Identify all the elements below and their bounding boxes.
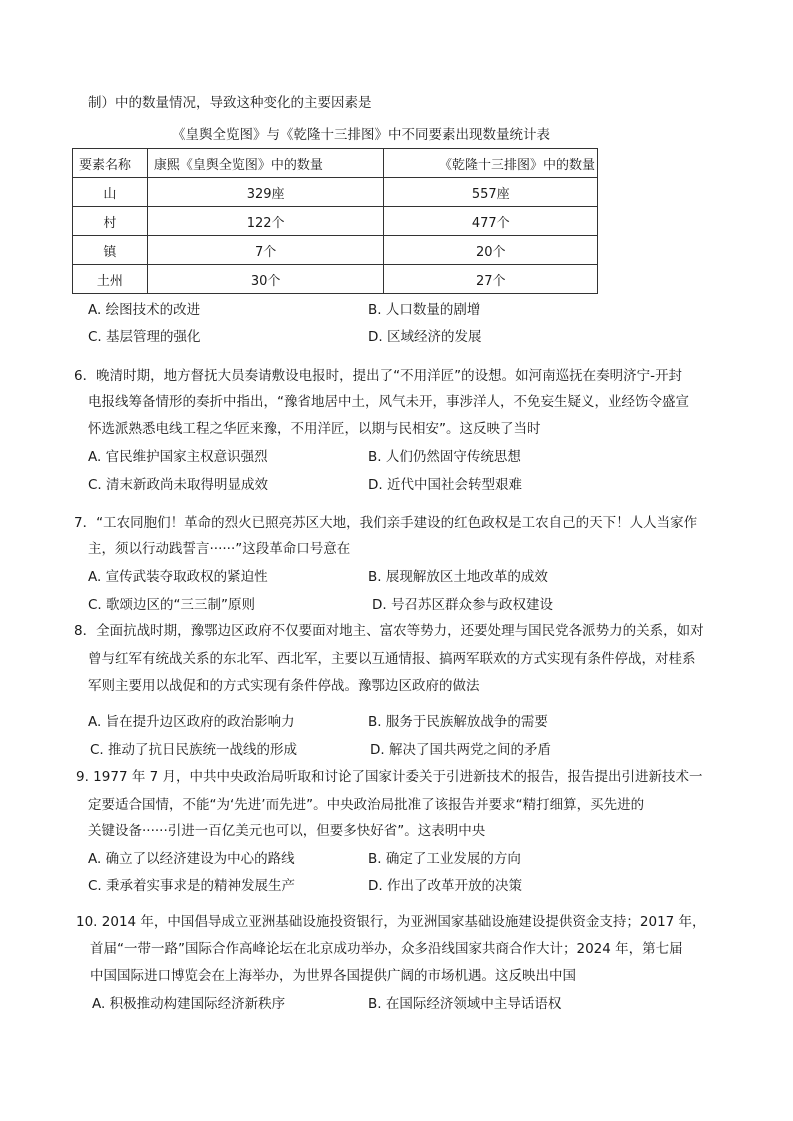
q7-option-d: D. 号召苏区群众参与政权建设 — [372, 597, 553, 613]
q10-option-a: A. 积极推动构建国际经济新秩序 — [92, 996, 286, 1012]
q9-option-a: A. 确立了以经济建设为中心的路线 — [88, 851, 295, 867]
table-caption: 《皇舆全览图》与《乾隆十三排图》中不同要素出现数量统计表 — [172, 127, 550, 143]
q10-stem-line-1: 10. 2014 年，中国倡导成立亚洲基础设施投资银行，为亚洲国家基础设施建设提供资金支持；2017 年， — [76, 914, 706, 930]
q8-stem-line-3: 军则主要用以战促和的方式实现有条件停战。豫鄂边区政府的做法 — [88, 678, 480, 694]
table-row — [73, 178, 598, 207]
q6-option-c: C. 清末新政尚未取得明显成效 — [88, 477, 269, 493]
q9-stem-line-1: 9. 1977 年 7 月，中共中央政治局听取和讨论了国家计委关于引进新技术的报告，报告提出引进新技术一 — [76, 769, 703, 785]
table-header-cell: 《乾隆十三排图》中的数量 — [384, 149, 598, 178]
q7-option-c: C. 歌颂边区的“三三制”原则 — [88, 597, 255, 613]
q5-option-b: B. 人口数量的剧增 — [368, 302, 481, 318]
table-cell: 7个 — [147, 236, 384, 265]
table-cell: 20个 — [384, 236, 598, 265]
q9-option-d: D. 作出了改革开放的决策 — [368, 878, 522, 894]
q8-option-b: B. 服务于民族解放战争的需要 — [368, 714, 548, 730]
q7-stem-line-1: 7．“工农同胞们！革命的烈火已照亮苏区大地，我们亲手建设的红色政权是工农自己的天下！人人当家作 — [74, 515, 698, 531]
q9-stem-line-3: 关键设备······引进一百亿美元也可以，但要多快好省”。这表明中央 — [88, 823, 486, 839]
table-row — [73, 236, 598, 265]
table-cell: 557座 — [384, 178, 598, 207]
q6-option-b: B. 人们仍然固守传统思想 — [368, 449, 521, 465]
table-row — [73, 207, 598, 236]
q6-stem-line-1: 6．晚清时期，地方督抚大员奏请敷设电报时，提出了“不用洋匠”的设想。如河南巡抚在奏明济宁-开封 — [74, 368, 682, 384]
element-count-table — [72, 148, 598, 294]
q6-option-d: D. 近代中国社会转型艰难 — [368, 477, 522, 493]
q8-option-c: C. 推动了抗日民族统一战线的形成 — [90, 742, 298, 758]
q10-stem-line-2: 首届“一带一路”国际合作高峰论坛在北京成功举办，众多沿线国家共商合作大计；2024 年，第七届 — [90, 941, 683, 957]
q6-stem-line-2: 电报线筹备情形的奏折中指出，“豫省地居中土，风气未开，事涉洋人，不免妄生疑义，业经饬令盛宣 — [88, 394, 689, 410]
q9-option-c: C. 秉承着实事求是的精神发展生产 — [88, 878, 296, 894]
q5-option-a: A. 绘图技术的改进 — [88, 302, 201, 318]
q7-stem-line-2: 主，须以行动践誓言······”这段革命口号意在 — [88, 541, 351, 557]
q8-stem-line-1: 8．全面抗战时期，豫鄂边区政府不仅要面对地主、富农等势力，还要处理与国民党各派势力的关系，如对 — [74, 623, 704, 639]
q7-option-a: A. 宣传武装夺取政权的紧迫性 — [88, 569, 268, 585]
q10-stem-line-3: 中国国际进口博览会在上海举办，为世界各国提供广阔的市场机遇。这反映出中国 — [90, 968, 576, 984]
question-5-stem-end: 制）中的数量情况，导致这种变化的主要因素是 — [88, 95, 372, 111]
table-cell: 村 — [73, 207, 148, 236]
q8-option-d: D. 解决了国共两党之间的矛盾 — [370, 742, 551, 758]
table-header-cell: 要素名称 — [73, 149, 148, 178]
table-header-cell: 康熙《皇舆全览图》中的数量 — [147, 149, 384, 178]
q10-option-b: B. 在国际经济领域中主导话语权 — [368, 996, 562, 1012]
table-cell: 477个 — [384, 207, 598, 236]
q6-stem-line-3: 怀选派熟悉电线工程之华匠来豫，不用洋匠，以期与民相安”。这反映了当时 — [88, 421, 541, 437]
q9-option-b: B. 确定了工业发展的方向 — [368, 851, 521, 867]
q7-option-b: B. 展现解放区土地改革的成效 — [368, 569, 548, 585]
table-header-row — [73, 149, 598, 178]
q5-option-c: C. 基层管理的强化 — [88, 329, 201, 345]
table-cell: 329座 — [147, 178, 384, 207]
q5-option-d: D. 区域经济的发展 — [368, 329, 482, 345]
table-cell: 镇 — [73, 236, 148, 265]
table-cell: 土州 — [73, 265, 148, 294]
table-row — [73, 265, 598, 294]
table-cell: 122个 — [147, 207, 384, 236]
table-cell: 30个 — [147, 265, 384, 294]
q9-stem-line-2: 定要适合国情，不能“为‘先进’而先进”。中央政治局批准了该报告并要求“精打细算，买先进的 — [88, 797, 645, 813]
q8-option-a: A. 旨在提升边区政府的政治影响力 — [88, 714, 295, 730]
q8-stem-line-2: 曾与红军有统战关系的东北军、西北军，主要以互通情报、搞两军联欢的方式实现有条件停战，对桂系 — [88, 651, 696, 667]
q6-option-a: A. 官民维护国家主权意识强烈 — [88, 449, 268, 465]
table-cell: 山 — [73, 178, 148, 207]
table-cell: 27个 — [384, 265, 598, 294]
